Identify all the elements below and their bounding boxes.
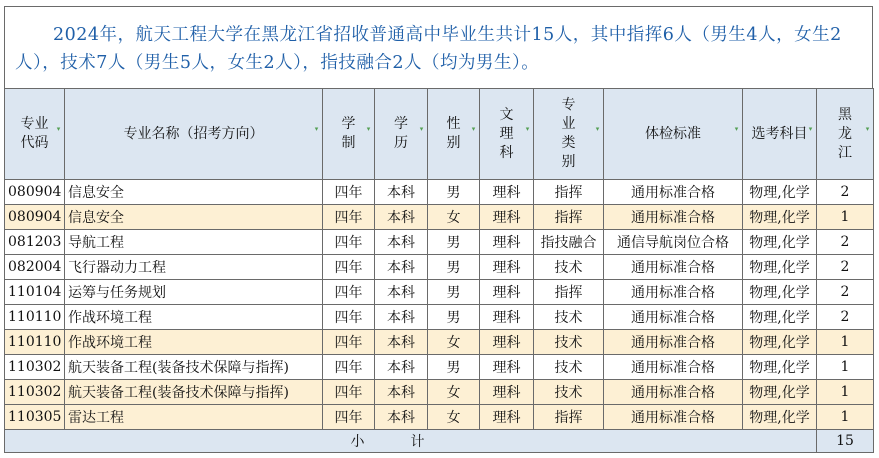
cell-track: 理科 [480, 355, 534, 380]
cell-years: 四年 [323, 280, 375, 305]
cell-subjects: 物理,化学 [743, 255, 817, 280]
admission-sheet [4, 6, 873, 453]
cell-gender: 女 [428, 205, 480, 230]
cell-count: 1 [817, 380, 874, 405]
column-header-label [817, 89, 873, 179]
cell-category: 技术 [534, 305, 604, 330]
cell-count: 2 [817, 230, 874, 255]
column-header-text: 专业名称（招考方向） [123, 125, 264, 142]
cell-medical-standard: 通用标准合格 [604, 180, 743, 205]
cell-gender: 男 [428, 255, 480, 280]
cell-category: 技术 [534, 355, 604, 380]
column-header-text: 科 [499, 144, 514, 161]
cell-gender: 男 [428, 180, 480, 205]
column-header[interactable] [817, 89, 874, 180]
cell-degree: 本科 [375, 180, 428, 205]
cell-degree: 本科 [375, 355, 428, 380]
cell-major-name: 作战环境工程 [65, 330, 323, 355]
cell-years: 四年 [323, 355, 375, 380]
column-header-text: 选考科目 [751, 125, 808, 142]
cell-subjects: 物理,化学 [743, 305, 817, 330]
cell-years: 四年 [323, 180, 375, 205]
cell-years: 四年 [323, 380, 375, 405]
cell-track: 理科 [480, 380, 534, 405]
column-header-text: 文 [499, 106, 514, 123]
cell-medical-standard: 通用标准合格 [604, 255, 743, 280]
filter-dropdown-icon[interactable]: ▾ [314, 125, 319, 133]
cell-track: 理科 [480, 305, 534, 330]
cell-category: 技术 [534, 380, 604, 405]
cell-code: 110104 [5, 280, 65, 305]
cell-major-name: 航天装备工程(装备技术保障与指挥) [65, 380, 323, 405]
cell-gender: 男 [428, 305, 480, 330]
cell-medical-standard: 通用标准合格 [604, 205, 743, 230]
column-header-label [5, 89, 64, 179]
cell-major-name: 飞行器动力工程 [65, 255, 323, 280]
cell-category: 指挥 [534, 180, 604, 205]
cell-gender: 女 [428, 380, 480, 405]
header-row [5, 89, 874, 180]
column-header-label [534, 89, 603, 179]
cell-medical-standard: 通信导航岗位合格 [604, 230, 743, 255]
column-header-text: 体检标准 [645, 125, 701, 142]
column-header[interactable] [375, 89, 428, 180]
column-header-text: 类 [561, 135, 576, 151]
column-header-text: 性 [446, 116, 461, 132]
cell-gender: 男 [428, 230, 480, 255]
table-row [5, 380, 874, 405]
cell-subjects: 物理,化学 [743, 405, 817, 430]
cell-subjects: 物理,化学 [743, 330, 817, 355]
column-header-text: 龙 [838, 125, 852, 142]
cell-count: 2 [817, 305, 874, 330]
cell-degree: 本科 [375, 255, 428, 280]
filter-dropdown-icon[interactable]: ▾ [471, 125, 476, 133]
cell-code: 080904 [5, 205, 65, 230]
page-title: 2024年，航天工程大学在黑龙江省招收普通高中毕业生共计15人，其中指挥6人（男生4人，女生2人），技术7人（男生5人，女生2人），指技融合2人（均为男生）。 [15, 25, 842, 73]
cell-track: 理科 [480, 330, 534, 355]
subtotal-value: 15 [817, 430, 874, 453]
column-header[interactable] [5, 89, 65, 180]
column-header-text: 专 [561, 97, 576, 113]
cell-years: 四年 [323, 205, 375, 230]
cell-major-name: 信息安全 [65, 180, 323, 205]
cell-category: 指挥 [534, 205, 604, 230]
column-header-text: 黑 [838, 106, 852, 123]
cell-code: 110302 [5, 380, 65, 405]
filter-dropdown-icon[interactable]: ▾ [595, 125, 600, 133]
cell-count: 1 [817, 205, 874, 230]
cell-major-name: 航天装备工程(装备技术保障与指挥) [65, 355, 323, 380]
subtotal-label: 小计 [350, 434, 471, 450]
cell-medical-standard: 通用标准合格 [604, 380, 743, 405]
cell-category: 指挥 [534, 280, 604, 305]
column-header[interactable] [743, 89, 817, 180]
column-header[interactable] [65, 89, 323, 180]
column-header-text: 专业 [20, 116, 49, 132]
cell-gender: 女 [428, 330, 480, 355]
cell-code: 082004 [5, 255, 65, 280]
column-header-label [428, 89, 479, 179]
column-header-text: 业 [561, 116, 576, 132]
cell-track: 理科 [480, 405, 534, 430]
cell-code: 080904 [5, 180, 65, 205]
column-header-label [65, 89, 322, 179]
column-header-text: 历 [394, 135, 408, 151]
cell-code: 110110 [5, 305, 65, 330]
filter-dropdown-icon[interactable]: ▾ [734, 125, 739, 133]
column-header[interactable] [323, 89, 375, 180]
cell-major-name: 导航工程 [65, 230, 323, 255]
cell-subjects: 物理,化学 [743, 205, 817, 230]
table-row [5, 405, 874, 430]
cell-years: 四年 [323, 305, 375, 330]
cell-years: 四年 [323, 255, 375, 280]
title-box [4, 6, 873, 88]
cell-count: 1 [817, 355, 874, 380]
admission-table [4, 88, 874, 453]
cell-degree: 本科 [375, 280, 428, 305]
cell-count: 2 [817, 180, 874, 205]
column-header-text: 别 [446, 135, 461, 151]
table-row [5, 280, 874, 305]
cell-category: 指挥 [534, 405, 604, 430]
cell-code: 110110 [5, 330, 65, 355]
subtotal-row [5, 430, 874, 453]
column-header-text: 学 [394, 116, 408, 132]
filter-dropdown-icon[interactable]: ▾ [808, 125, 813, 133]
cell-track: 理科 [480, 205, 534, 230]
cell-gender: 女 [428, 405, 480, 430]
cell-years: 四年 [323, 230, 375, 255]
column-header[interactable] [480, 89, 534, 180]
cell-degree: 本科 [375, 205, 428, 230]
cell-track: 理科 [480, 280, 534, 305]
cell-subjects: 物理,化学 [743, 380, 817, 405]
cell-years: 四年 [323, 405, 375, 430]
cell-degree: 本科 [375, 380, 428, 405]
cell-major-name: 运筹与任务规划 [65, 280, 323, 305]
cell-gender: 男 [428, 280, 480, 305]
column-header-text: 学 [341, 116, 356, 132]
cell-degree: 本科 [375, 330, 428, 355]
cell-subjects: 物理,化学 [743, 280, 817, 305]
cell-subjects: 物理,化学 [743, 180, 817, 205]
table-row [5, 355, 874, 380]
subtotal-label-cell [5, 430, 817, 453]
cell-major-name: 作战环境工程 [65, 305, 323, 330]
column-header-text: 理 [499, 125, 514, 142]
cell-medical-standard: 通用标准合格 [604, 330, 743, 355]
cell-track: 理科 [480, 255, 534, 280]
cell-medical-standard: 通用标准合格 [604, 355, 743, 380]
cell-category: 指技融合 [534, 230, 604, 255]
cell-subjects: 物理,化学 [743, 230, 817, 255]
cell-category: 技术 [534, 330, 604, 355]
table-row [5, 330, 874, 355]
filter-dropdown-icon[interactable]: ▾ [366, 125, 371, 133]
column-header[interactable] [428, 89, 480, 180]
column-header-label [743, 89, 816, 179]
column-header-label [604, 89, 742, 179]
cell-track: 理科 [480, 230, 534, 255]
cell-medical-standard: 通用标准合格 [604, 280, 743, 305]
cell-major-name: 雷达工程 [65, 405, 323, 430]
column-header-text: 江 [838, 144, 852, 161]
cell-track: 理科 [480, 180, 534, 205]
table-row [5, 305, 874, 330]
cell-subjects: 物理,化学 [743, 355, 817, 380]
cell-code: 110302 [5, 355, 65, 380]
column-header-text: 代码 [20, 135, 49, 151]
column-header-text: 别 [561, 154, 576, 170]
column-header-text: 制 [341, 135, 356, 151]
cell-code: 110305 [5, 405, 65, 430]
cell-degree: 本科 [375, 230, 428, 255]
filter-dropdown-icon[interactable]: ▾ [419, 125, 424, 133]
filter-dropdown-icon[interactable]: ▾ [56, 125, 61, 133]
cell-years: 四年 [323, 330, 375, 355]
table-row [5, 205, 874, 230]
table-row [5, 255, 874, 280]
cell-medical-standard: 通用标准合格 [604, 305, 743, 330]
filter-dropdown-icon[interactable]: ▾ [865, 125, 870, 133]
column-header-label [375, 89, 427, 179]
cell-code: 081203 [5, 230, 65, 255]
cell-major-name: 信息安全 [65, 205, 323, 230]
cell-count: 2 [817, 255, 874, 280]
table-body [5, 180, 874, 430]
cell-degree: 本科 [375, 305, 428, 330]
filter-dropdown-icon[interactable]: ▾ [525, 125, 530, 133]
cell-category: 技术 [534, 255, 604, 280]
column-header[interactable] [604, 89, 743, 180]
column-header[interactable] [534, 89, 604, 180]
cell-count: 1 [817, 330, 874, 355]
cell-count: 2 [817, 280, 874, 305]
cell-degree: 本科 [375, 405, 428, 430]
cell-count: 1 [817, 405, 874, 430]
cell-medical-standard: 通用标准合格 [604, 405, 743, 430]
cell-gender: 男 [428, 355, 480, 380]
table-row [5, 230, 874, 255]
column-header-label [323, 89, 374, 179]
table-row [5, 180, 874, 205]
column-header-label [480, 89, 533, 179]
